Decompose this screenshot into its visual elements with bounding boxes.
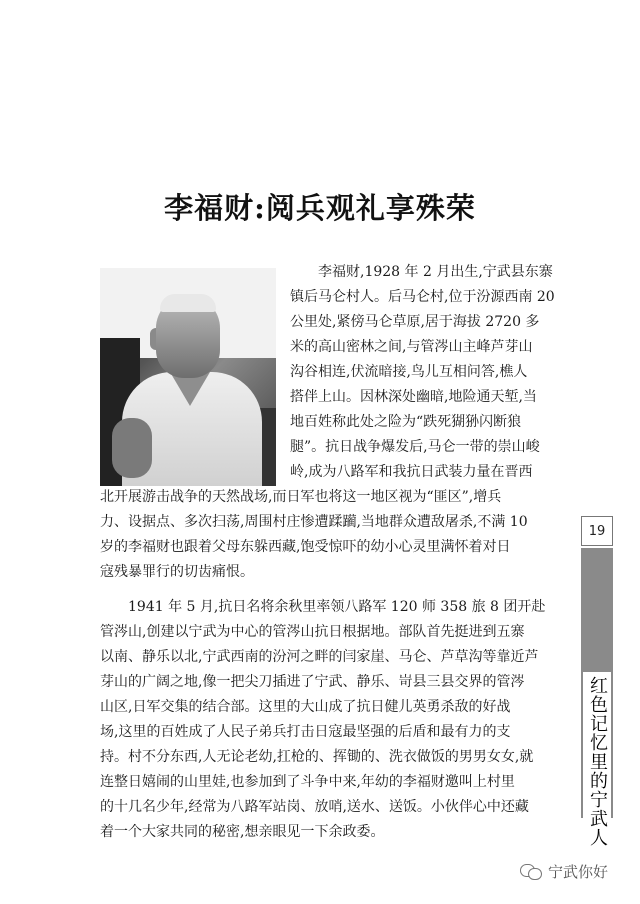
text-line: 连整日嬉闹的山里娃,也参加到了斗争中来,年幼的李福财邀叫上村里 (100, 774, 515, 790)
page-number: 19 (581, 516, 613, 546)
text-line: 岭,成为八路军和我抗日武装力量在晋西 (290, 464, 533, 480)
text-line: 镇后马仑村人。后马仑村,位于汾源西南 20 (290, 289, 555, 305)
chapter-title: 李福财:阅兵观礼享殊荣 (164, 191, 476, 225)
text-line: 沟谷相连,伏流暗接,鸟儿互相问答,樵人 (290, 364, 528, 380)
paragraph-1-full (100, 485, 570, 585)
watermark (520, 858, 608, 884)
text-line: 寇残暴罪行的切齿痛恨。 (100, 564, 254, 580)
portrait-photo (100, 268, 276, 486)
text-line: 搭伴上山。因林深处幽暗,地险通天堑,当 (290, 389, 537, 405)
text-line: 场,这里的百姓成了人民子弟兵打击日寇最坚强的后盾和最有力的支 (100, 724, 511, 740)
text-line: 公里处,紧傍马仑草原,居于海拔 2720 多 (290, 314, 540, 330)
text-line: 腿”。抗日战争爆发后,马仑一带的崇山峻 (290, 439, 540, 455)
text-line: 的十几名少年,经常为八路军站岗、放哨,送水、送饭。小伙伴心中还藏 (100, 799, 529, 815)
text-line: 持。村不分东西,人无论老幼,扛枪的、挥锄的、洗衣做饭的男男女女,就 (100, 749, 534, 765)
text-line: 山区,日军交集的结合部。这里的大山成了抗日健儿英勇杀敌的好战 (100, 699, 511, 715)
text-line: 着一个大家共同的秘密,想亲眼见一下余政委。 (100, 824, 385, 840)
text-line: 管涔山,创建以宁武为中心的管涔山抗日根据地。部队首先挺进到五寨 (100, 624, 525, 640)
watermark-text: 宁武你好 (548, 862, 609, 881)
text-line: 岁的李福财也跟着父母东躲西藏,饱受惊吓的幼小心灵里满怀着对日 (100, 539, 511, 555)
wechat-icon (520, 862, 542, 880)
text-line: 1941 年 5 月,抗日名将余秋里率领八路军 120 师 358 旅 8 团开赴 (128, 599, 546, 615)
text-line: 北开展游击战争的天然战场,而日军也将这一地区视为“匪区”,增兵 (100, 489, 502, 505)
text-line: 地百姓称此处之险为“跌死猢狲闪断狼 (290, 414, 522, 430)
paragraph-2 (100, 595, 570, 845)
photo-hair (160, 294, 216, 312)
text-line: 芽山的广阔之地,像一把尖刀插进了宁武、静乐、岢县三县交界的管涔 (100, 674, 525, 690)
text-line: 米的高山密林之间,与管涔山主峰芦芽山 (290, 339, 533, 355)
paragraph-1-wrap (290, 260, 570, 485)
text-line: 李福财,1928 年 2 月出生,宁武县东寨 (318, 264, 553, 280)
photo-hand (112, 418, 152, 478)
side-book-title: 红色记忆里的宁武人 (583, 672, 611, 851)
text-line: 以南、静乐以北,宁武西南的汾河之畔的闫家崖、马仑、芦草沟等靠近芦 (100, 649, 539, 665)
text-line: 力、设据点、多次扫荡,周围村庄惨遭蹂躏,当地群众遭敌屠杀,不满 10 (100, 514, 528, 530)
